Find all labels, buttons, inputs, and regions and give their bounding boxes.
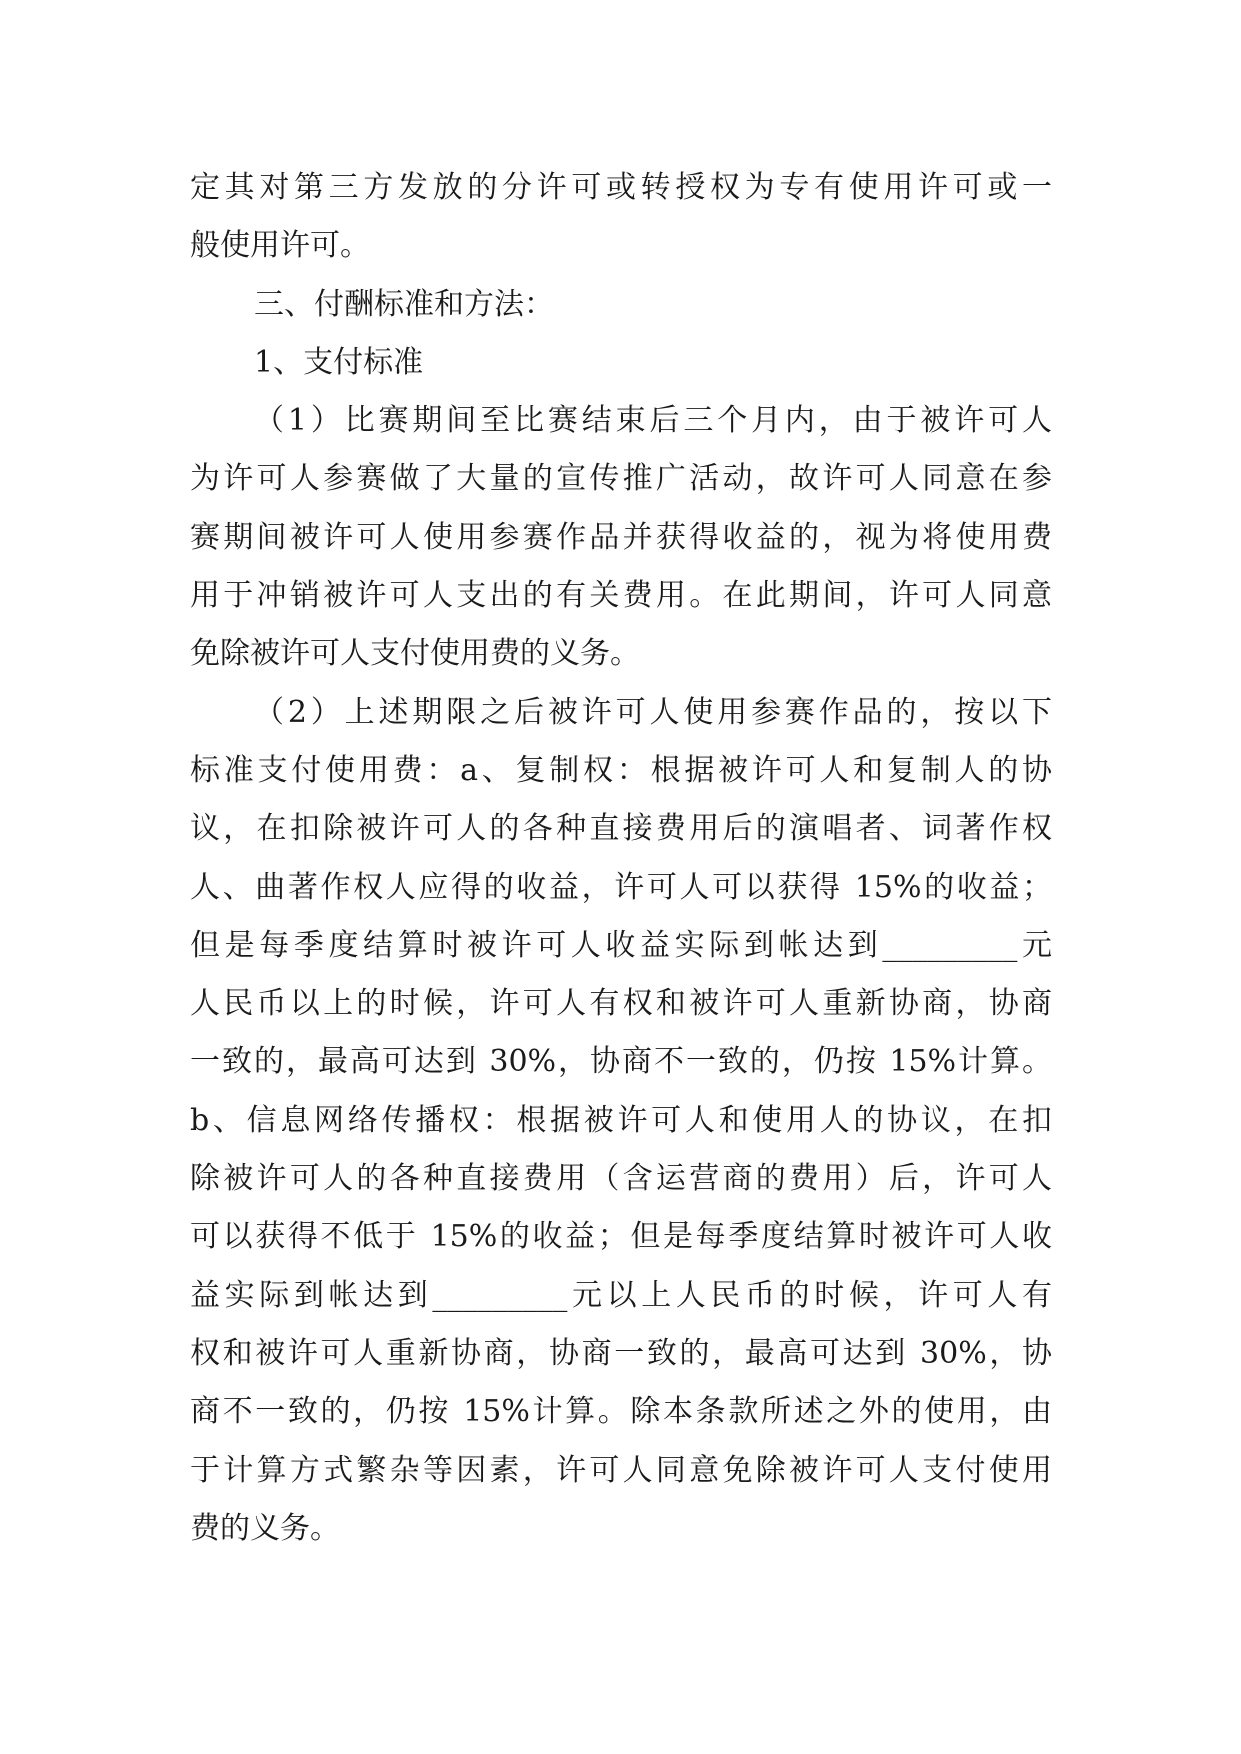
text-line: 标准支付使用费：a、复制权：根据被许可人和复制人的协 bbox=[190, 752, 1052, 788]
text-line: 三、付酬标准和方法： bbox=[254, 286, 554, 322]
text-line: 商不一致的，仍按 15%计算。除本条款所述之外的使用，由 bbox=[190, 1394, 1052, 1430]
text-line: 但是每季度结算时被许可人收益实际到帐达到_________元 bbox=[190, 927, 1052, 963]
document-body bbox=[190, 159, 1052, 1558]
text-line: 除被许可人的各种直接费用（含运营商的费用）后，许可人 bbox=[190, 1161, 1052, 1197]
text-line: 为许可人参赛做了大量的宣传推广活动，故许可人同意在参 bbox=[190, 461, 1052, 497]
text-line: 于计算方式繁杂等因素，许可人同意免除被许可人支付使用 bbox=[190, 1452, 1052, 1488]
text-line: 人民币以上的时候，许可人有权和被许可人重新协商，协商 bbox=[190, 986, 1052, 1022]
text-line: （1）比赛期间至比赛结束后三个月内，由于被许可人 bbox=[254, 403, 1052, 439]
text-line: 可以获得不低于 15%的收益；但是每季度结算时被许可人收 bbox=[190, 1219, 1052, 1255]
text-line: 权和被许可人重新协商，协商一致的，最高可达到 30%，协 bbox=[190, 1335, 1052, 1371]
text-line: 费的义务。 bbox=[190, 1510, 340, 1546]
text-line: 人、曲著作权人应得的收益，许可人可以获得 15%的收益； bbox=[190, 869, 1052, 905]
text-line: 一致的，最高可达到 30%，协商不一致的，仍按 15%计算。 bbox=[190, 1044, 1052, 1080]
text-line: 免除被许可人支付使用费的义务。 bbox=[190, 636, 640, 672]
text-line: 赛期间被许可人使用参赛作品并获得收益的，视为将使用费 bbox=[190, 519, 1052, 555]
text-line: 1、支付标准 bbox=[254, 344, 424, 380]
text-line: （2）上述期限之后被许可人使用参赛作品的，按以下 bbox=[254, 694, 1052, 730]
text-line: 般使用许可。 bbox=[190, 228, 370, 264]
text-line: 益实际到帐达到_________元以上人民币的时候，许可人有 bbox=[190, 1277, 1052, 1313]
text-line: 定其对第三方发放的分许可或转授权为专有使用许可或一 bbox=[190, 170, 1052, 205]
text-line: 议，在扣除被许可人的各种直接费用后的演唱者、词著作权 bbox=[190, 811, 1052, 847]
text-line: b、信息网络传播权：根据被许可人和使用人的协议，在扣 bbox=[190, 1102, 1052, 1138]
text-line: 用于冲销被许可人支出的有关费用。在此期间，许可人同意 bbox=[190, 578, 1052, 614]
